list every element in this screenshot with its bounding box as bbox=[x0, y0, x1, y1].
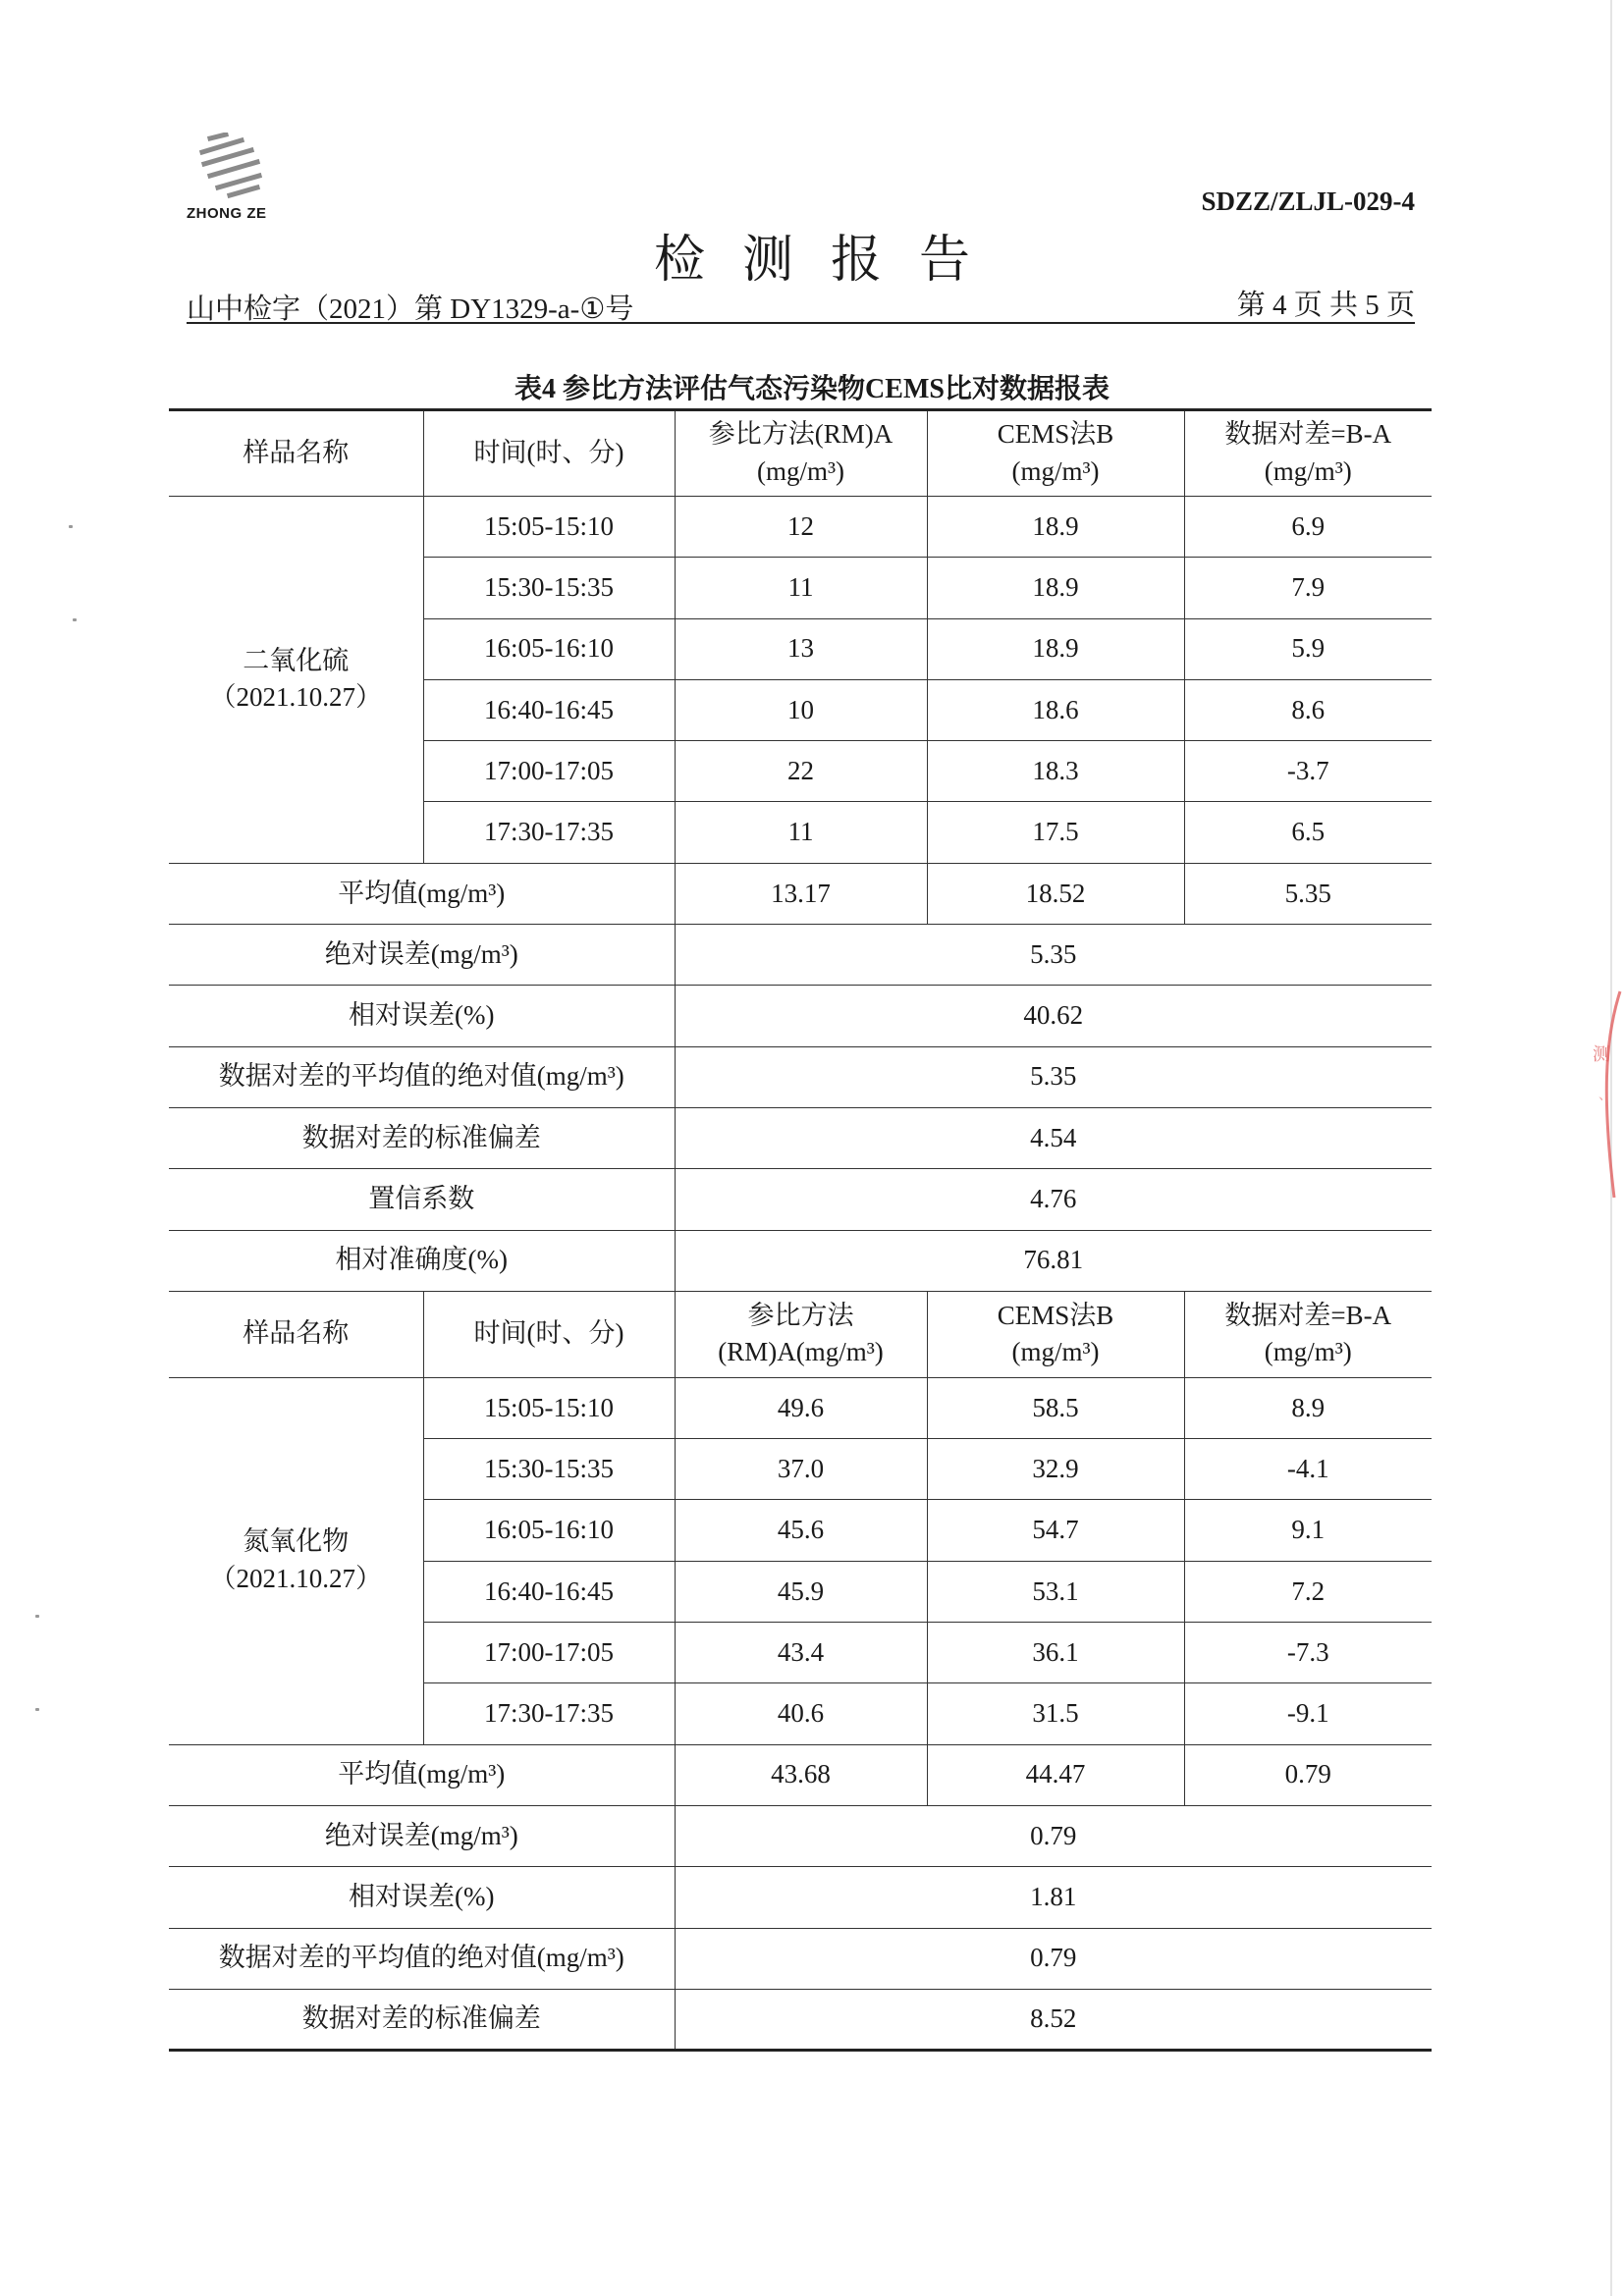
difference-value-cell: 8.6 bbox=[1184, 679, 1432, 740]
report-number: 山中检字（2021）第 DY1329-a-①号 bbox=[187, 294, 634, 325]
cems-value-cell: 18.9 bbox=[927, 618, 1184, 679]
comparison-table bbox=[169, 408, 1432, 2052]
statistic-row bbox=[169, 1107, 1432, 1168]
header-data-difference bbox=[1184, 410, 1432, 497]
table-header-row bbox=[169, 410, 1432, 497]
sample-name-cell bbox=[169, 497, 423, 864]
difference-value-cell: -7.3 bbox=[1184, 1623, 1432, 1683]
time-cell: 17:30-17:35 bbox=[423, 1683, 675, 1744]
time-cell: 16:40-16:45 bbox=[423, 1561, 675, 1622]
difference-value-cell: 7.2 bbox=[1184, 1561, 1432, 1622]
reference-value-cell: 12 bbox=[675, 497, 927, 558]
statistic-label: 数据对差的标准偏差 bbox=[169, 1989, 675, 2050]
scan-speck bbox=[69, 525, 73, 528]
cems-value-cell: 54.7 bbox=[927, 1500, 1184, 1561]
sample-date: （2021.10.27） bbox=[209, 1564, 382, 1594]
header-data-difference-line1: 数据对差=B-A bbox=[1224, 419, 1392, 450]
logo-stripes-icon bbox=[196, 133, 267, 199]
sample-name: 二氧化硫 bbox=[243, 645, 350, 675]
reference-value-cell: 13 bbox=[675, 618, 927, 679]
table-row bbox=[169, 1377, 1432, 1438]
average-difference-value: 0.79 bbox=[1184, 1744, 1432, 1805]
time-cell: 17:00-17:05 bbox=[423, 1623, 675, 1683]
difference-value-cell: -3.7 bbox=[1184, 741, 1432, 802]
header-reference-method-line2: (mg/m³) bbox=[756, 456, 845, 486]
header-data-difference-line1: 数据对差=B-A bbox=[1224, 1300, 1392, 1330]
statistic-row bbox=[169, 1230, 1432, 1291]
cems-value-cell: 18.6 bbox=[927, 679, 1184, 740]
header-reference-method-line1: 参比方法 bbox=[747, 1300, 854, 1330]
difference-value-cell: 6.9 bbox=[1184, 497, 1432, 558]
time-cell: 15:05-15:10 bbox=[423, 497, 675, 558]
reference-value-cell: 10 bbox=[675, 679, 927, 740]
statistic-row bbox=[169, 1989, 1432, 2050]
statistic-label: 相对准确度(%) bbox=[169, 1230, 675, 1291]
statistic-label: 数据对差的平均值的绝对值(mg/m³) bbox=[169, 1046, 675, 1107]
header-cems-method-line2: (mg/m³) bbox=[1011, 1337, 1100, 1367]
statistic-label: 置信系数 bbox=[169, 1169, 675, 1230]
reference-value-cell: 49.6 bbox=[675, 1377, 927, 1438]
report-title: 检测报告 bbox=[653, 233, 1007, 289]
average-cems-value: 18.52 bbox=[927, 863, 1184, 924]
time-cell: 17:30-17:35 bbox=[423, 802, 675, 863]
reference-value-cell: 45.9 bbox=[675, 1561, 927, 1622]
header-data-difference-line2: (mg/m³) bbox=[1264, 456, 1352, 486]
header-reference-method bbox=[675, 1291, 927, 1377]
average-row bbox=[169, 863, 1432, 924]
statistic-value: 8.52 bbox=[675, 1989, 1432, 2050]
cems-value-cell: 53.1 bbox=[927, 1561, 1184, 1622]
header-cems-method bbox=[927, 410, 1184, 497]
header-reference-method-line1: 参比方法(RM)A bbox=[708, 419, 893, 450]
difference-value-cell: -4.1 bbox=[1184, 1439, 1432, 1500]
time-cell: 17:00-17:05 bbox=[423, 741, 675, 802]
statistic-row bbox=[169, 1867, 1432, 1928]
svg-text:测: 测 bbox=[1593, 1044, 1610, 1064]
time-cell: 15:30-15:35 bbox=[423, 1439, 675, 1500]
average-reference-value: 43.68 bbox=[675, 1744, 927, 1805]
header-cems-method-line1: CEMS法B bbox=[997, 419, 1114, 450]
sample-name: 氮氧化物 bbox=[243, 1526, 350, 1557]
statistic-value: 0.79 bbox=[675, 1805, 1432, 1866]
header-time: 时间(时、分) bbox=[423, 410, 675, 497]
average-reference-value: 13.17 bbox=[675, 863, 927, 924]
statistic-row bbox=[169, 1046, 1432, 1107]
header-data-difference-line2: (mg/m³) bbox=[1264, 1337, 1352, 1367]
page-info: 第 4 页 共 5 页 bbox=[1236, 290, 1415, 321]
difference-value-cell: 9.1 bbox=[1184, 1500, 1432, 1561]
svg-text:、: 、 bbox=[1598, 1089, 1612, 1103]
table-row bbox=[169, 497, 1432, 558]
scan-speck bbox=[35, 1708, 39, 1711]
table-title: 表4 参比方法评估气态污染物CEMS比对数据报表 bbox=[514, 374, 1110, 404]
statistic-value: 76.81 bbox=[675, 1230, 1432, 1291]
time-cell: 15:05-15:10 bbox=[423, 1377, 675, 1438]
reference-value-cell: 43.4 bbox=[675, 1623, 927, 1683]
time-cell: 16:40-16:45 bbox=[423, 679, 675, 740]
scan-speck bbox=[35, 1615, 39, 1618]
time-cell: 16:05-16:10 bbox=[423, 618, 675, 679]
difference-value-cell: 8.9 bbox=[1184, 1377, 1432, 1438]
time-cell: 15:30-15:35 bbox=[423, 558, 675, 618]
cems-value-cell: 58.5 bbox=[927, 1377, 1184, 1438]
logo-text: ZHONG ZE bbox=[187, 205, 267, 222]
statistic-label: 相对误差(%) bbox=[169, 1867, 675, 1928]
statistic-label: 绝对误差(mg/m³) bbox=[169, 1805, 675, 1866]
sample-name-cell bbox=[169, 1377, 423, 1744]
difference-value-cell: -9.1 bbox=[1184, 1683, 1432, 1744]
statistic-label: 数据对差的平均值的绝对值(mg/m³) bbox=[169, 1928, 675, 1989]
cems-value-cell: 36.1 bbox=[927, 1623, 1184, 1683]
cems-value-cell: 18.9 bbox=[927, 558, 1184, 618]
statistic-row bbox=[169, 925, 1432, 986]
comparison-table-container bbox=[169, 408, 1432, 2052]
reference-value-cell: 22 bbox=[675, 741, 927, 802]
header-time: 时间(时、分) bbox=[423, 1291, 675, 1377]
statistic-value: 4.76 bbox=[675, 1169, 1432, 1230]
header-sample-name: 样品名称 bbox=[169, 410, 423, 497]
header-cems-method-line1: CEMS法B bbox=[997, 1300, 1114, 1330]
header-reference-method bbox=[675, 410, 927, 497]
average-label: 平均值(mg/m³) bbox=[169, 1744, 675, 1805]
average-difference-value: 5.35 bbox=[1184, 863, 1432, 924]
statistic-value: 1.81 bbox=[675, 1867, 1432, 1928]
statistic-value: 40.62 bbox=[675, 986, 1432, 1046]
difference-value-cell: 5.9 bbox=[1184, 618, 1432, 679]
cems-value-cell: 18.9 bbox=[927, 497, 1184, 558]
cems-value-cell: 18.3 bbox=[927, 741, 1184, 802]
statistic-value: 4.54 bbox=[675, 1107, 1432, 1168]
header-data-difference bbox=[1184, 1291, 1432, 1377]
scan-speck bbox=[73, 618, 77, 621]
header-reference-method-line2: (RM)A(mg/m³) bbox=[718, 1337, 884, 1367]
reference-value-cell: 11 bbox=[675, 802, 927, 863]
average-row bbox=[169, 1744, 1432, 1805]
reference-value-cell: 40.6 bbox=[675, 1683, 927, 1744]
company-logo bbox=[187, 133, 285, 222]
statistic-label: 相对误差(%) bbox=[169, 986, 675, 1046]
cems-value-cell: 32.9 bbox=[927, 1439, 1184, 1500]
document-code: SDZZ/ZLJL-029-4 bbox=[1201, 187, 1415, 216]
statistic-value: 5.35 bbox=[675, 925, 1432, 986]
table-header-row bbox=[169, 1291, 1432, 1377]
stamp-edge-mark bbox=[1585, 982, 1624, 1207]
reference-value-cell: 11 bbox=[675, 558, 927, 618]
average-label: 平均值(mg/m³) bbox=[169, 863, 675, 924]
time-cell: 16:05-16:10 bbox=[423, 1500, 675, 1561]
average-cems-value: 44.47 bbox=[927, 1744, 1184, 1805]
cems-value-cell: 17.5 bbox=[927, 802, 1184, 863]
statistic-label: 绝对误差(mg/m³) bbox=[169, 925, 675, 986]
statistic-value: 5.35 bbox=[675, 1046, 1432, 1107]
statistic-row bbox=[169, 986, 1432, 1046]
header-divider bbox=[187, 322, 1415, 324]
statistic-row bbox=[169, 1805, 1432, 1866]
statistic-row bbox=[169, 1928, 1432, 1989]
sample-date: （2021.10.27） bbox=[209, 682, 382, 713]
reference-value-cell: 37.0 bbox=[675, 1439, 927, 1500]
statistic-label: 数据对差的标准偏差 bbox=[169, 1107, 675, 1168]
difference-value-cell: 6.5 bbox=[1184, 802, 1432, 863]
cems-value-cell: 31.5 bbox=[927, 1683, 1184, 1744]
reference-value-cell: 45.6 bbox=[675, 1500, 927, 1561]
header-cems-method-line2: (mg/m³) bbox=[1011, 456, 1100, 486]
difference-value-cell: 7.9 bbox=[1184, 558, 1432, 618]
header-cems-method bbox=[927, 1291, 1184, 1377]
header-sample-name: 样品名称 bbox=[169, 1291, 423, 1377]
statistic-value: 0.79 bbox=[675, 1928, 1432, 1989]
statistic-row bbox=[169, 1169, 1432, 1230]
